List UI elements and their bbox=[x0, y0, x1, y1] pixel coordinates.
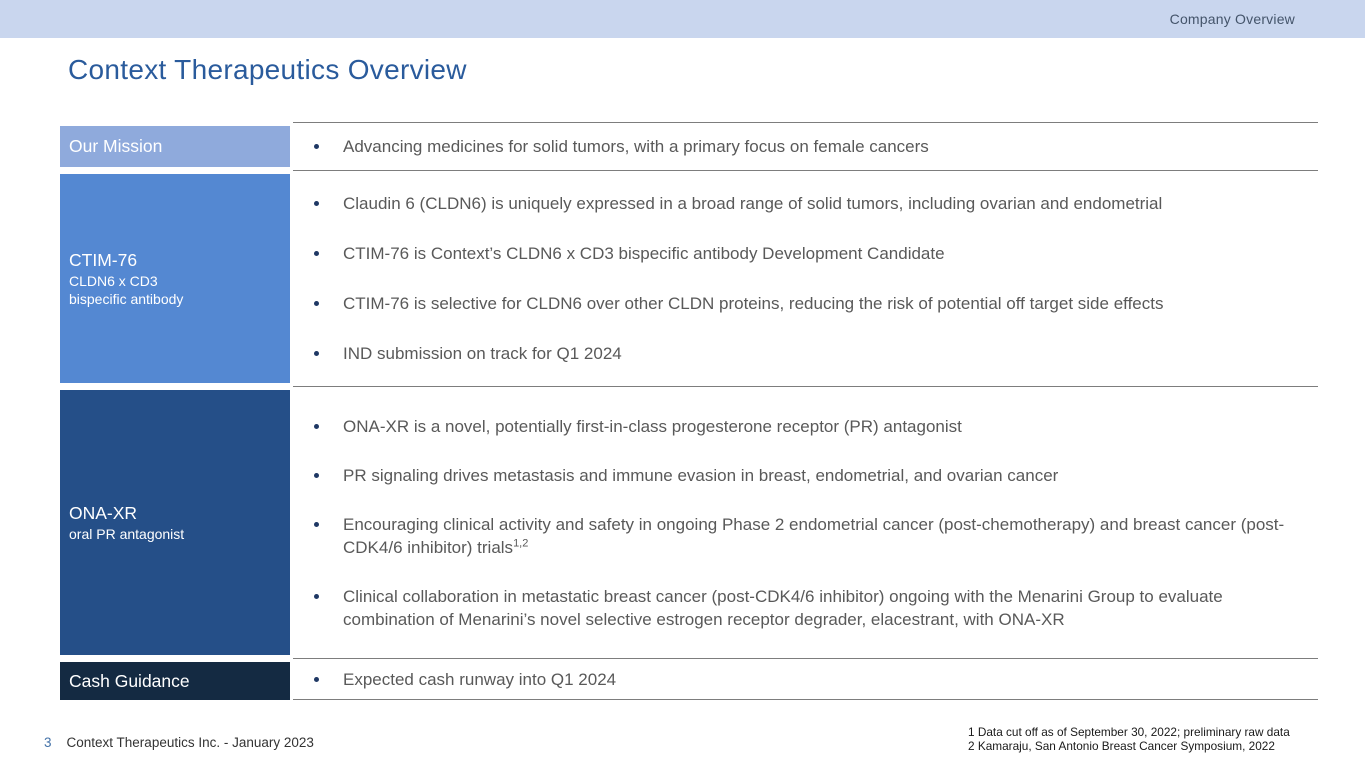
table-row-cash-guidance bbox=[60, 658, 1318, 700]
row-label-title: CTIM-76 bbox=[69, 250, 138, 270]
row-label-subtitle: bispecific antibody bbox=[69, 291, 184, 307]
row-content-ona-xr bbox=[293, 386, 1318, 658]
row-label-ona-xr bbox=[60, 390, 290, 655]
list-item bbox=[293, 342, 1308, 365]
bullet-icon bbox=[314, 473, 319, 478]
list-item bbox=[293, 192, 1308, 215]
row-label-our-mission bbox=[60, 126, 290, 167]
list-item bbox=[293, 668, 1308, 691]
table-row-ctim-76 bbox=[60, 170, 1318, 386]
bullet-icon bbox=[314, 351, 319, 356]
header-tag: Company Overview bbox=[1169, 11, 1295, 27]
page-number: 3 bbox=[44, 735, 52, 750]
bullet-text: ONA-XR is a novel, potentially first-in-class progesterone receptor (PR) antagonist bbox=[343, 416, 962, 436]
row-content-our-mission bbox=[293, 122, 1318, 170]
row-content-ctim-76 bbox=[293, 170, 1318, 386]
bullet-icon bbox=[314, 677, 319, 682]
list-item bbox=[293, 513, 1308, 559]
list-item bbox=[293, 464, 1308, 487]
footer bbox=[44, 735, 314, 750]
bullet-text: Expected cash runway into Q1 2024 bbox=[343, 669, 617, 689]
bullet-icon bbox=[314, 594, 319, 599]
bullet-text: CTIM-76 is Context’s CLDN6 x CD3 bispecific antibody Development Candidate bbox=[343, 244, 945, 263]
bullet-text: Encouraging clinical activity and safety in ongoing Phase 2 endometrial cancer (post-chemotherapy) and breast cancer (post-CDK4/6 inhibitor) trials bbox=[343, 514, 1285, 557]
page-title: Context Therapeutics Overview bbox=[68, 54, 467, 85]
bullet-text: CTIM-76 is selective for CLDN6 over other CLDN proteins, reducing the risk of potential off target side effects bbox=[343, 294, 1164, 313]
list-item bbox=[293, 415, 1308, 438]
table-row-ona-xr bbox=[60, 386, 1318, 658]
list-item bbox=[293, 292, 1308, 315]
table-row-our-mission bbox=[60, 122, 1318, 170]
bullet-text: Clinical collaboration in metastatic breast cancer (post-CDK4/6 inhibitor) ongoing with the Menarini Group to evaluate combination of Menarini’s novel selective estrogen receptor degrader, elacestrant, with ONA-XR bbox=[343, 586, 1223, 629]
bullet-text: IND submission on track for Q1 2024 bbox=[343, 344, 622, 363]
footer-company-line: Context Therapeutics Inc. - January 2023 bbox=[66, 735, 314, 750]
row-label-subtitle: oral PR antagonist bbox=[69, 526, 185, 542]
footnote-line: 2 Kamaraju, San Antonio Breast Cancer Symposium, 2022 bbox=[968, 739, 1275, 753]
bullet-icon bbox=[314, 301, 319, 306]
row-label-ctim-76 bbox=[60, 174, 290, 383]
row-label-subtitle: CLDN6 x CD3 bbox=[69, 273, 158, 289]
row-label-title: Our Mission bbox=[69, 136, 163, 156]
row-content-cash-guidance bbox=[293, 658, 1318, 700]
row-label-cash-guidance bbox=[60, 662, 290, 700]
bullet-icon bbox=[314, 522, 319, 527]
bullet-icon bbox=[314, 144, 319, 149]
row-label-title: Cash Guidance bbox=[69, 670, 190, 691]
list-item bbox=[293, 242, 1308, 265]
row-label-title: ONA-XR bbox=[69, 503, 138, 523]
bullet-icon bbox=[314, 201, 319, 206]
bullet-icon bbox=[314, 251, 319, 256]
overview-table bbox=[60, 122, 1318, 700]
bullet-text: PR signaling drives metastasis and immune evasion in breast, endometrial, and ovarian cancer bbox=[343, 465, 1059, 485]
list-item bbox=[293, 135, 1308, 158]
footnote-reference: 1,2 bbox=[513, 536, 529, 549]
header-bar bbox=[0, 0, 1365, 38]
bullet-icon bbox=[314, 424, 319, 429]
footnotes bbox=[968, 725, 1290, 753]
footnote-line: 1 Data cut off as of September 30, 2022; preliminary raw data bbox=[968, 725, 1290, 739]
list-item bbox=[293, 585, 1308, 631]
bullet-text: Claudin 6 (CLDN6) is uniquely expressed in a broad range of solid tumors, including ovarian and endometrial bbox=[343, 194, 1163, 213]
bullet-text: Advancing medicines for solid tumors, with a primary focus on female cancers bbox=[343, 137, 929, 156]
